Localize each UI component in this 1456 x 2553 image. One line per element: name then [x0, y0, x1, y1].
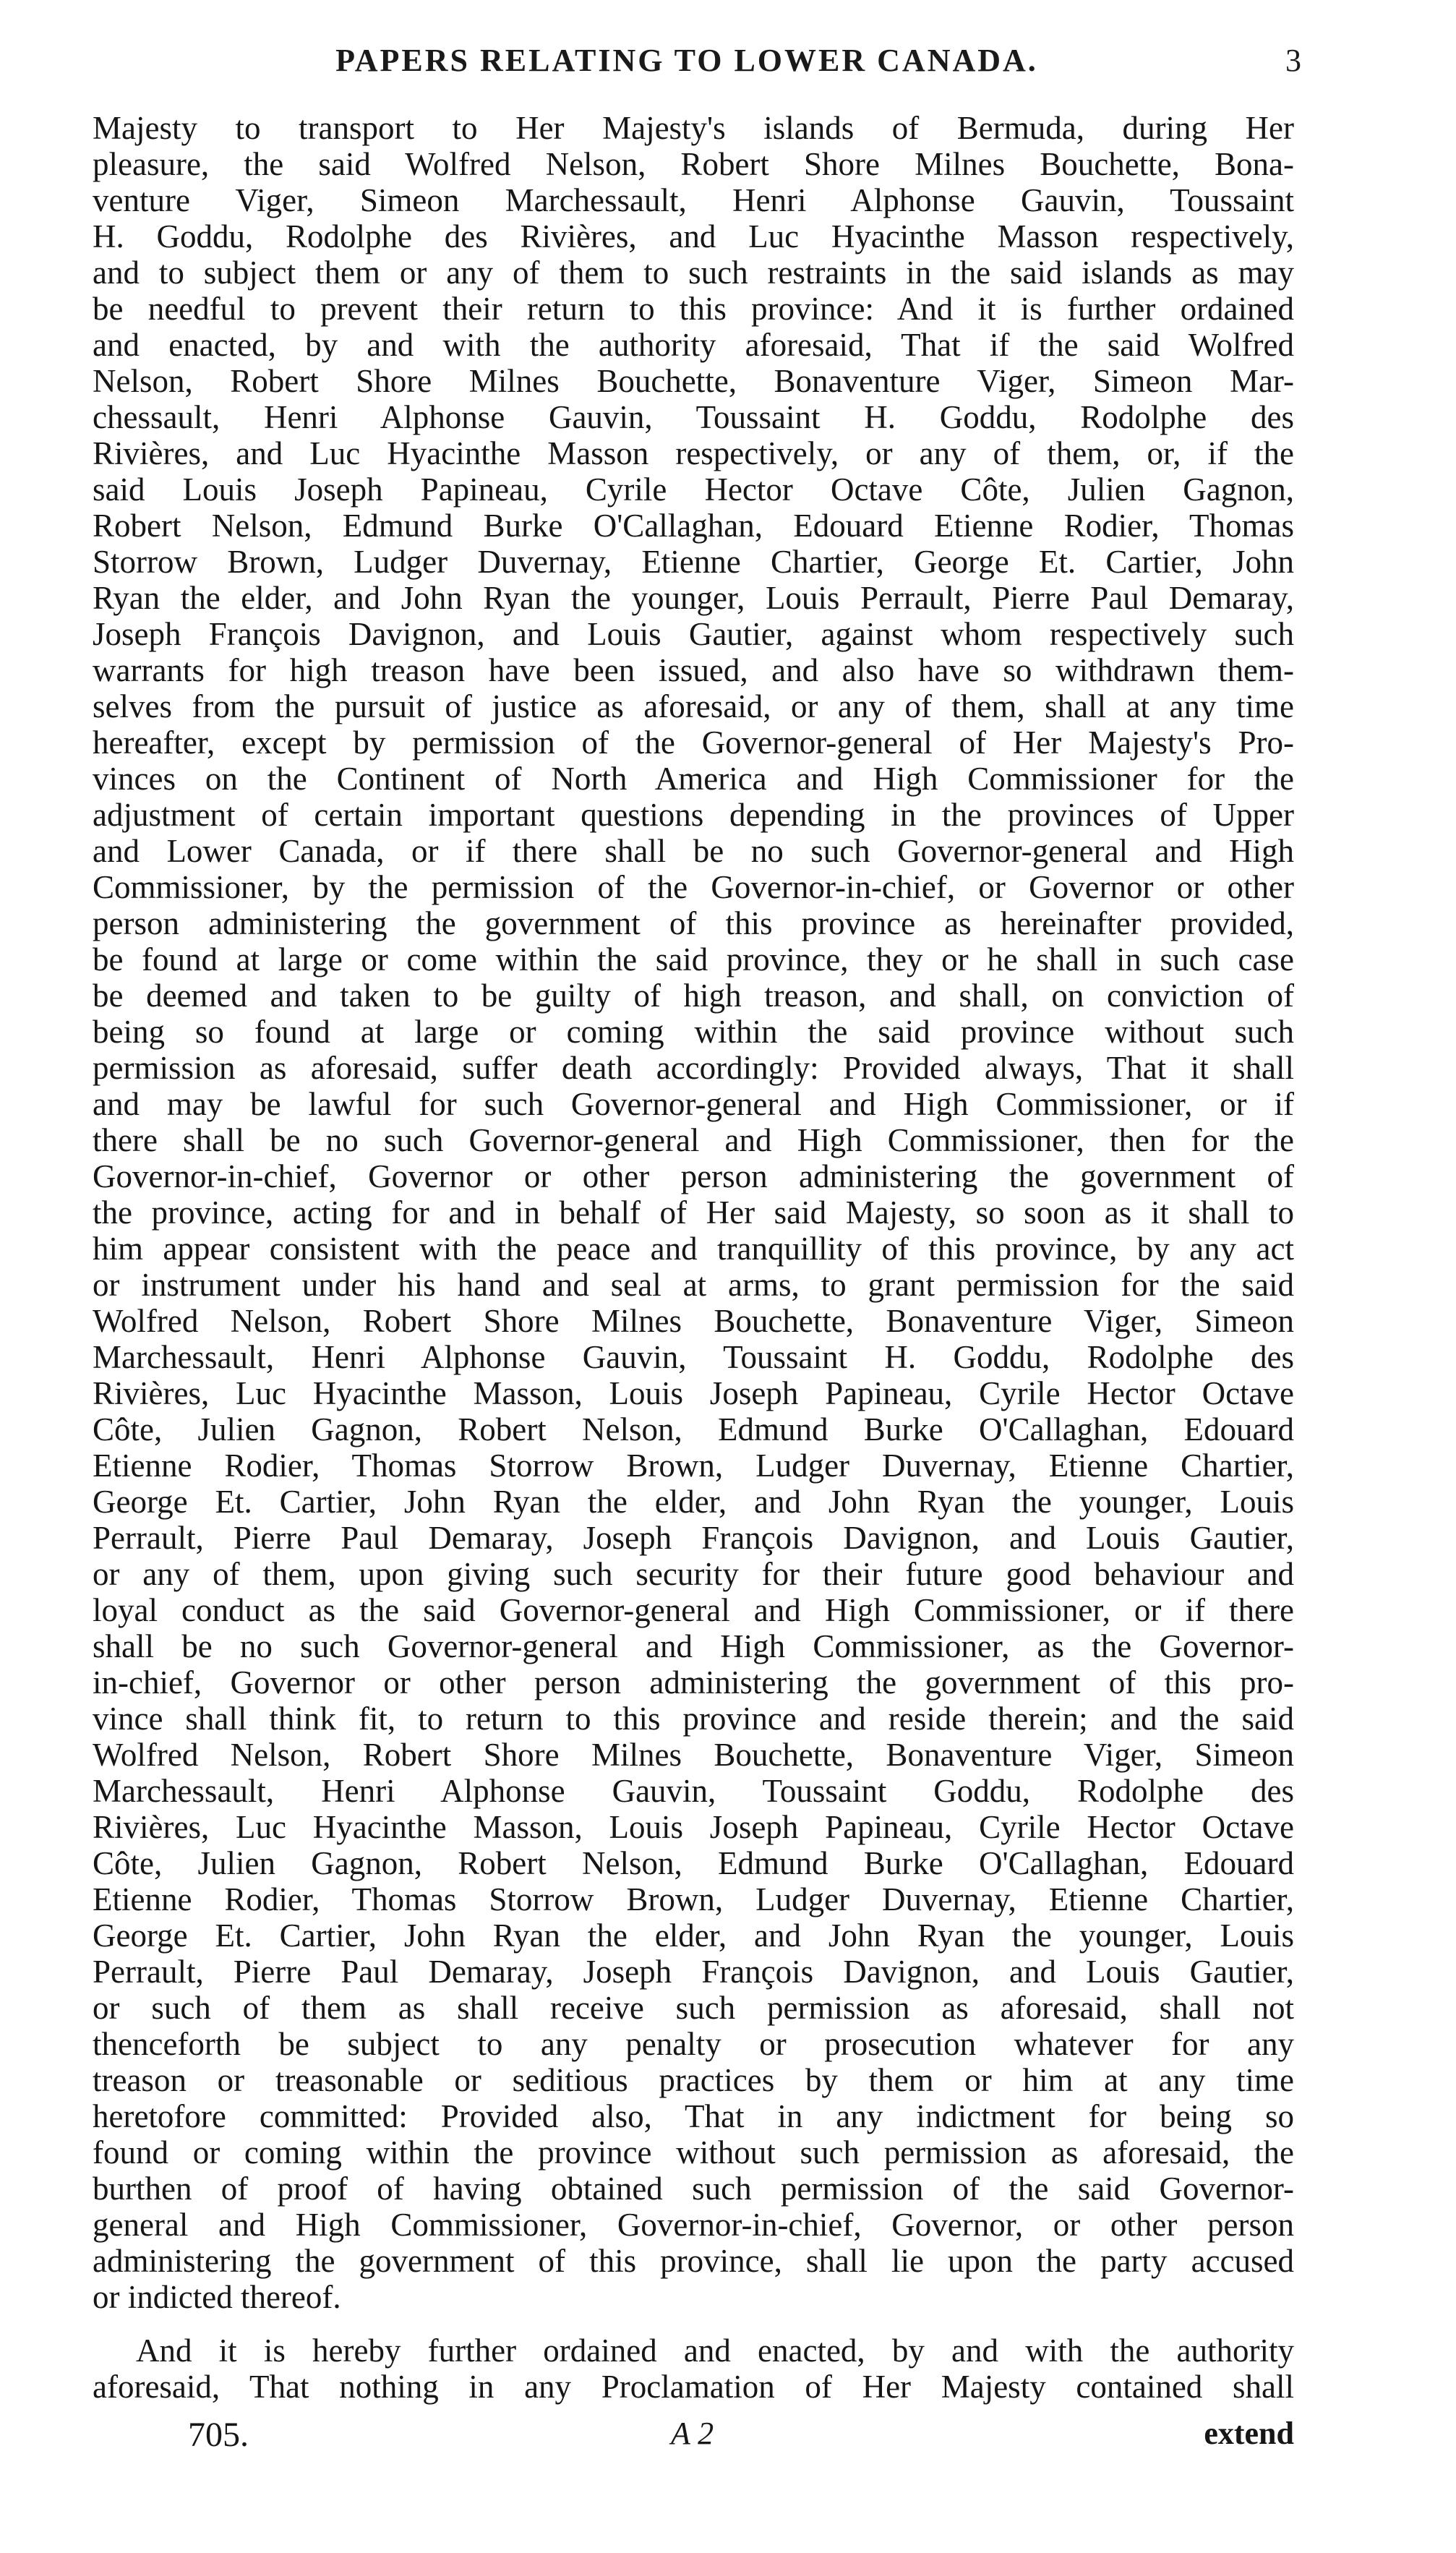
text-line: pleasure, the said Wolfred Nelson, Robert Shore Milnes Bouchette, Bona-: [93, 146, 1294, 182]
paragraph: [93, 110, 1294, 2315]
text-line: H. Goddu, Rodolphe des Rivières, and Luc Hyacinthe Masson respectively,: [93, 218, 1294, 255]
text-line: found or coming within the province without such permission as aforesaid, the: [93, 2134, 1294, 2171]
text-line: Nelson, Robert Shore Milnes Bouchette, Bonaventure Viger, Simeon Mar-: [93, 363, 1294, 399]
text-line: Robert Nelson, Edmund Burke O'Callaghan, Edouard Etienne Rodier, Thomas: [93, 508, 1294, 544]
text-line: said Louis Joseph Papineau, Cyrile Hector Octave Côte, Julien Gagnon,: [93, 471, 1294, 508]
text-line: aforesaid, That nothing in any Proclamation of Her Majesty contained shall: [93, 2369, 1294, 2405]
text-line: be needful to prevent their return to this province: And it is further ordained: [93, 291, 1294, 327]
page-title: PAPERS RELATING TO LOWER CANADA.: [335, 43, 1038, 78]
text-line: venture Viger, Simeon Marchessault, Henri Alphonse Gauvin, Toussaint: [93, 182, 1294, 218]
printer-signature: 705.: [188, 2416, 249, 2454]
text-line: him appear consistent with the peace and tranquillity of this province, by any act: [93, 1231, 1294, 1267]
text-line: burthen of proof of having obtained such permission of the said Governor-: [93, 2171, 1294, 2207]
text-line: selves from the pursuit of justice as aforesaid, or any of them, shall at any time: [93, 688, 1294, 724]
text-line: Majesty to transport to Her Majesty's islands of Bermuda, during Her: [93, 110, 1294, 146]
text-line: heretofore committed: Provided also, That in any indictment for being so: [93, 2098, 1294, 2134]
text-line: Côte, Julien Gagnon, Robert Nelson, Edmund Burke O'Callaghan, Edouard: [93, 1845, 1294, 1881]
text-line: be found at large or come within the said province, they or he shall in such case: [93, 941, 1294, 978]
text-line: and Lower Canada, or if there shall be no such Governor-general and High: [93, 833, 1294, 869]
text-line: be deemed and taken to be guilty of high treason, and shall, on conviction of: [93, 978, 1294, 1014]
text-line: Etienne Rodier, Thomas Storrow Brown, Ludger Duvernay, Etienne Chartier,: [93, 1881, 1294, 1917]
text-line: shall be no such Governor-general and High Commissioner, as the Governor-: [93, 1628, 1294, 1664]
text-line: Rivières, Luc Hyacinthe Masson, Louis Joseph Papineau, Cyrile Hector Octave: [93, 1809, 1294, 1845]
text-line: Perrault, Pierre Paul Demaray, Joseph François Davignon, and Louis Gautier,: [93, 1520, 1294, 1556]
paragraph: [93, 2332, 1294, 2405]
text-line: and may be lawful for such Governor-general and High Commissioner, or if: [93, 1086, 1294, 1122]
text-line: there shall be no such Governor-general and High Commissioner, then for the: [93, 1122, 1294, 1158]
text-line: vinces on the Continent of North America and High Commissioner for the: [93, 761, 1294, 797]
text-line: or such of them as shall receive such permission as aforesaid, shall not: [93, 1990, 1294, 2026]
text-line: Marchessault, Henri Alphonse Gauvin, Toussaint Goddu, Rodolphe des: [93, 1773, 1294, 1809]
text-line: and to subject them or any of them to such restraints in the said islands as may: [93, 255, 1294, 291]
page-number: 3: [1285, 43, 1301, 78]
paragraph-gap: [93, 2315, 1294, 2332]
body-text: [93, 110, 1294, 2405]
text-line: Marchessault, Henri Alphonse Gauvin, Toussaint H. Goddu, Rodolphe des: [93, 1339, 1294, 1375]
text-line: treason or treasonable or seditious practices by them or him at any time: [93, 2062, 1294, 2098]
text-line: George Et. Cartier, John Ryan the elder, and John Ryan the younger, Louis: [93, 1484, 1294, 1520]
text-line: adjustment of certain important questions depending in the provinces of Upper: [93, 797, 1294, 833]
text-line: general and High Commissioner, Governor-in-chief, Governor, or other person: [93, 2207, 1294, 2243]
running-head: [87, 42, 1301, 85]
text-line: or instrument under his hand and seal at arms, to grant permission for the said: [93, 1267, 1294, 1303]
text-line: Etienne Rodier, Thomas Storrow Brown, Ludger Duvernay, Etienne Chartier,: [93, 1447, 1294, 1484]
text-line: thenceforth be subject to any penalty or prosecution whatever for any: [93, 2026, 1294, 2062]
text-line: Commissioner, by the permission of the Governor-in-chief, or Governor or other: [93, 869, 1294, 905]
text-line: loyal conduct as the said Governor-general and High Commissioner, or if there: [93, 1592, 1294, 1628]
text-line: Rivières, Luc Hyacinthe Masson, Louis Joseph Papineau, Cyrile Hector Octave: [93, 1375, 1294, 1411]
text-line: Governor-in-chief, Governor or other person administering the government of: [93, 1158, 1294, 1194]
text-line: Ryan the elder, and John Ryan the younger, Louis Perrault, Pierre Paul Demaray,: [93, 580, 1294, 616]
text-line: George Et. Cartier, John Ryan the elder, and John Ryan the younger, Louis: [93, 1917, 1294, 1954]
text-line: Wolfred Nelson, Robert Shore Milnes Bouchette, Bonaventure Viger, Simeon: [93, 1303, 1294, 1339]
text-line: vince shall think fit, to return to this province and reside therein; and the said: [93, 1701, 1294, 1737]
text-line: Perrault, Pierre Paul Demaray, Joseph François Davignon, and Louis Gautier,: [93, 1954, 1294, 1990]
text-line: in-chief, Governor or other person administering the government of this pro-: [93, 1664, 1294, 1701]
text-line: person administering the government of this province as hereinafter provided,: [93, 905, 1294, 941]
text-line: or indicted thereof.: [93, 2279, 341, 2315]
page-footer: [93, 2415, 1294, 2455]
text-line: chessault, Henri Alphonse Gauvin, Toussaint H. Goddu, Rodolphe des: [93, 399, 1294, 435]
text-line: Rivières, and Luc Hyacinthe Masson respectively, or any of them, or, if the: [93, 435, 1294, 471]
signature-mark: A 2: [671, 2416, 714, 2451]
text-line: or any of them, upon giving such security for their future good behaviour and: [93, 1556, 1294, 1592]
text-line: the province, acting for and in behalf of Her said Majesty, so soon as it shall to: [93, 1194, 1294, 1231]
text-line: hereafter, except by permission of the Governor-general of Her Majesty's Pro-: [93, 724, 1294, 761]
text-line: and enacted, by and with the authority aforesaid, That if the said Wolfred: [93, 327, 1294, 363]
text-line: being so found at large or coming within the said province without such: [93, 1014, 1294, 1050]
catchword: extend: [1204, 2416, 1294, 2451]
text-line: administering the government of this province, shall lie upon the party accused: [93, 2243, 1294, 2279]
text-line: Joseph François Davignon, and Louis Gautier, against whom respectively such: [93, 616, 1294, 652]
text-line: permission as aforesaid, suffer death accordingly: Provided always, That it shall: [93, 1050, 1294, 1086]
text-line: Storrow Brown, Ludger Duvernay, Etienne Chartier, George Et. Cartier, John: [93, 544, 1294, 580]
text-line: Côte, Julien Gagnon, Robert Nelson, Edmund Burke O'Callaghan, Edouard: [93, 1411, 1294, 1447]
text-line: warrants for high treason have been issued, and also have so withdrawn them-: [93, 652, 1294, 688]
text-line: Wolfred Nelson, Robert Shore Milnes Bouchette, Bonaventure Viger, Simeon: [93, 1737, 1294, 1773]
text-line: And it is hereby further ordained and enacted, by and with the authority: [136, 2332, 1294, 2369]
